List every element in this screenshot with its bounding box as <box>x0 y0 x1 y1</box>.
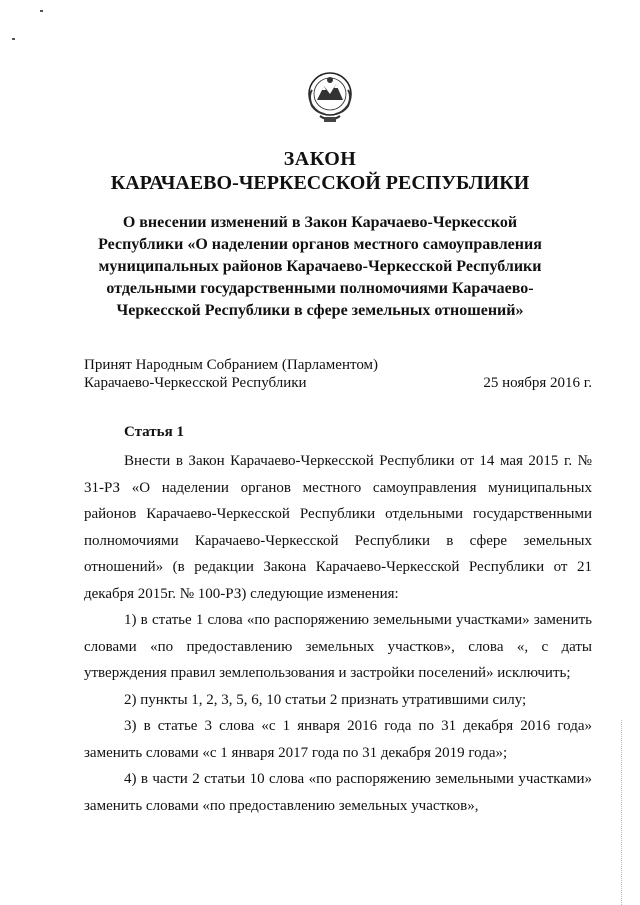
adoption-date: 25 ноября 2016 г. <box>483 375 592 391</box>
article-intro: Внести в Закон Карачаево-Черкесской Республики от 14 мая 2015 г. № 31-РЗ «О наделении органов местного самоуправления муниципальных районов Карачаево-Черкесской Республики отдельными государственными полномочиями Карачаево-Черкесской Республики в сфере земельных отношений» (в редакции Закона Карачаево-Черкесской Республики от 21 декабря 2015г. № 100-РЗ) следующие изменения: <box>84 453 592 602</box>
article-item: 3) в статье 3 слова «с 1 января 2016 года по 31 декабря 2016 года» заменить словами «с 1 января 2017 года по 31 декабря 2019 года»; <box>84 718 592 761</box>
document-title: ЗАКОН <box>283 148 357 170</box>
article-item: 2) пункты 1, 2, 3, 5, 6, 10 статьи 2 признать утратившими силу; <box>124 691 527 708</box>
scan-mark <box>12 38 15 40</box>
article-title: Статья 1 <box>124 424 184 440</box>
article-item: 4) в части 2 статьи 10 слова «по распоряжению земельными участками» заменить словами «по предоставлению земельных участков», <box>84 771 592 814</box>
scan-edge <box>620 720 622 905</box>
law-subject: О внесении изменений в Закон Карачаево-Черкесской Республики «О наделении органов местного самоуправления муниципальных районов Карачаево-Черкесской Республики отдельными государственными полномочиями Карачаево-Черкесской Республики в сфере земельных отношений» <box>98 214 542 319</box>
coat-of-arms-emblem <box>304 66 356 126</box>
scan-mark <box>40 10 43 12</box>
article-item: 1) в статье 1 слова «по распоряжению земельными участками» заменить словами «по предоставлению земельных участков», слова «, с даты утверждения правил землепользования и застройки поселений» исключить; <box>84 612 592 681</box>
adoption-body-republic: Карачаево-Черкесской Республики <box>84 375 307 391</box>
article-body <box>84 448 592 819</box>
adoption-body: Принят Народным Собранием (Парламентом) <box>84 357 379 373</box>
document-issuer: КАРАЧАЕВО-ЧЕРКЕССКОЙ РЕСПУБЛИКИ <box>110 172 530 194</box>
adoption-info <box>84 356 592 392</box>
